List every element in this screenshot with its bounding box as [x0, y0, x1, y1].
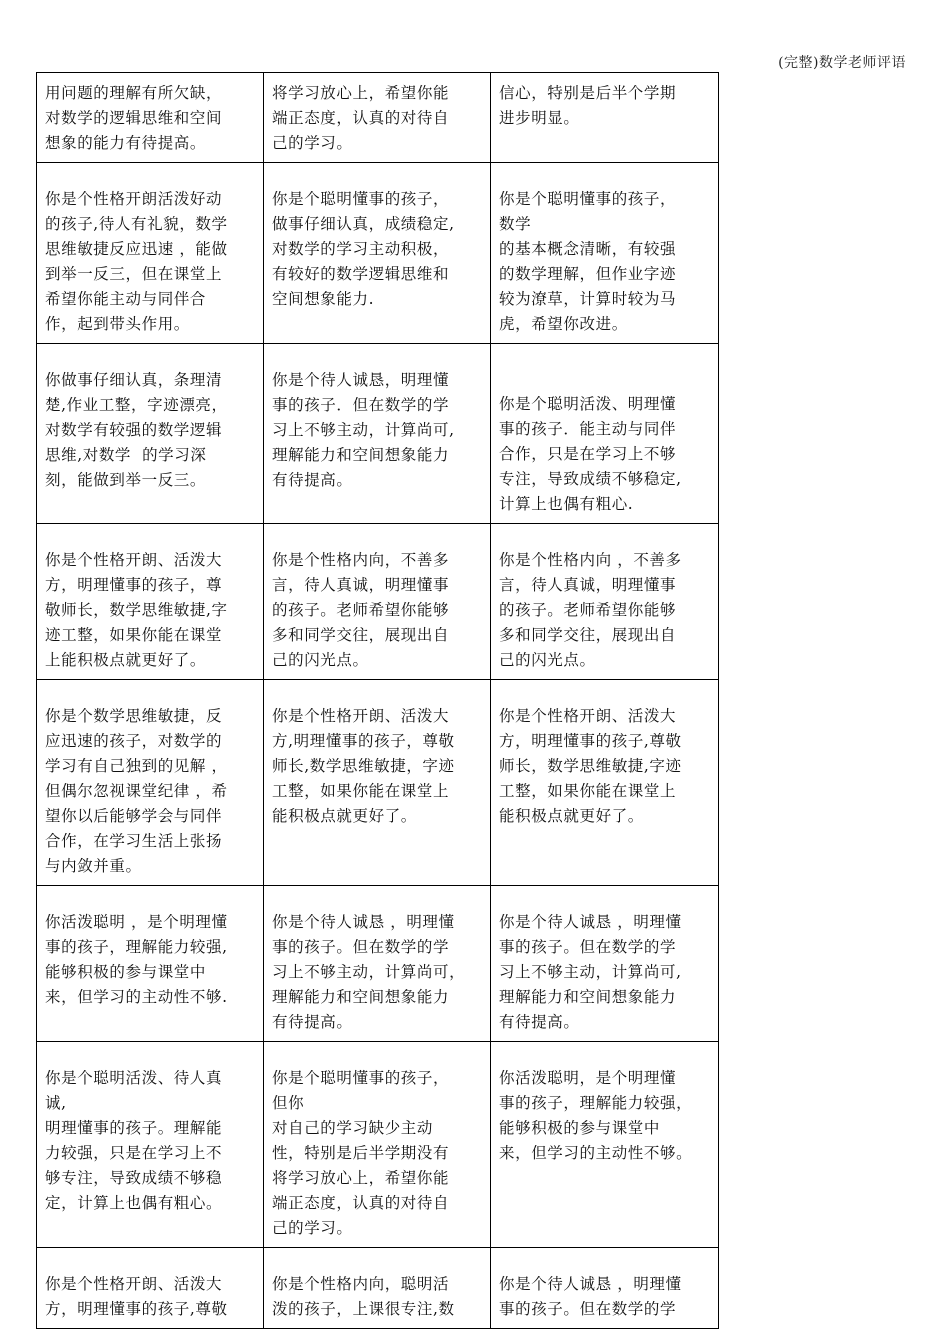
table-cell: [491, 344, 719, 524]
cell-text: 用问题的理解有所欠缺， 对数学的逻辑思维和空间 想象的能力有待提高。: [45, 84, 223, 152]
table-cell: [264, 73, 491, 163]
table-cell: [264, 886, 491, 1042]
table-cell: [37, 1042, 264, 1248]
table-cell: [491, 524, 719, 680]
table-cell: [491, 163, 719, 344]
table-row: [37, 73, 719, 163]
table-row: [37, 1042, 719, 1248]
table-cell: [37, 886, 264, 1042]
cell-text: 你是个性格开朗、活泼大 方,明理懂事的孩子，尊敬 师长,数学思维敏捷，字迹 工整，如果你能在课堂上 能积极点就更好了。: [272, 707, 455, 825]
table-cell: [37, 680, 264, 886]
table-cell: [264, 344, 491, 524]
cell-text: 你是个数学思维敏捷，反 应迅速的孩子，对数学的 学习有自己独到的见解 ， 但偶尔忽视课堂纪律 ，希 望你以后能够学会与同伴 合作，在学习生活上张扬 与内敛并重。: [45, 707, 228, 875]
cell-text: 你是个聪明活泼、明理懂 事的孩子．能主动与同伴 合作，只是在学习上不够 专注，导致成绩不够稳定, 计算上也偶有粗心.: [499, 395, 682, 513]
cell-text: 你是个性格开朗、活泼大 方，明理懂事的孩子，尊 敬师长，数学思维敏捷,字 迹工整，如果你能在课堂 上能积极点就更好了。: [45, 551, 228, 669]
teacher-remarks-table: [36, 72, 719, 1329]
cell-text: 你是个待人诚恳 ，明理懂 事的孩子。但在数学的学 习上不够主动，计算尚可， 理解能力和空间想象能力 有待提高。: [272, 913, 466, 1031]
table-row: [37, 886, 719, 1042]
table-cell: [37, 344, 264, 524]
table-row: [37, 680, 719, 886]
cell-text: 你是个待人诚恳 ，明理懂 事的孩子。但在数学的学 习上不够主动，计算尚可, 理解能力和空间想象能力 有待提高。: [499, 913, 682, 1031]
cell-text: 你是个聪明懂事的孩子， 但你 对自己的学习缺少主动 性，特别是后半学期没有 将学习放心上，希望你能 端正态度，认真的对待自 己的学习。: [272, 1069, 450, 1237]
table-row: [37, 344, 719, 524]
table-cell: [37, 163, 264, 344]
cell-text: 将学习放心上，希望你能 端正态度，认真的对待自 己的学习。: [272, 84, 450, 152]
cell-text: 你是个待人诚恳，明理懂 事的孩子．但在数学的学 习上不够主动，计算尚可, 理解能力和空间想象能力 有待提高。: [272, 371, 455, 489]
table-cell: [37, 1248, 264, 1329]
cell-text: 你是个性格内向，不善多 言，待人真诚，明理懂事 的孩子。老师希望你能够 多和同学交往，展现出自 己的闪光点。: [272, 551, 450, 669]
cell-text: 你是个聪明懂事的孩子， 做事仔细认真，成绩稳定, 对数学的学习主动积极， 有较好的数学逻辑思维和 空间想象能力.: [272, 190, 455, 308]
cell-text: 你是个性格内向，聪明活 泼的孩子，上课很专注,数: [272, 1275, 455, 1318]
table-cell: [37, 73, 264, 163]
table-cell: [491, 1042, 719, 1248]
table-cell: [491, 1248, 719, 1329]
table-cell: [491, 886, 719, 1042]
cell-text: 你是个性格开朗活泼好动 的孩子,待人有礼貌，数学 思维敏捷反应迅速 ，能做 到举一反三，但在课堂上 希望你能主动与同伴合 作，起到带头作用。: [45, 190, 228, 333]
cell-text: 你是个性格开朗、活泼大 方，明理懂事的孩子,尊敬: [45, 1275, 228, 1318]
table-cell: [264, 524, 491, 680]
table-cell: [264, 1042, 491, 1248]
cell-text: 你做事仔细认真，条理清 楚,作业工整，字迹漂亮， 对数学有较强的数学逻辑 思维,对数学 的学习深 刻，能做到举一反三。: [45, 371, 228, 489]
cell-text: 你是个待人诚恳 ，明理懂 事的孩子。但在数学的学: [499, 1275, 682, 1318]
table-cell: [37, 524, 264, 680]
table-cell: [264, 680, 491, 886]
cell-text: 你是个聪明懂事的孩子， 数学 的基本概念清晰，有较强 的数学理解，但作业字迹 较为潦草，计算时较为马 虎，希望你改进。: [499, 190, 677, 333]
table-row: [37, 163, 719, 344]
cell-text: 你活泼聪明 ，是个明理懂 事的孩子，理解能力较强, 能够积极的参与课堂中 来，但学习的主动性不够.: [45, 913, 228, 1006]
cell-text: 你活泼聪明，是个明理懂 事的孩子，理解能力较强， 能够积极的参与课堂中 来，但学习的主动性不够。: [499, 1069, 693, 1162]
table-cell: [491, 680, 719, 886]
cell-text: 你是个性格开朗、活泼大 方，明理懂事的孩子,尊敬 师长，数学思维敏捷,字迹 工整，如果你能在课堂上 能积极点就更好了。: [499, 707, 682, 825]
cell-text: 你是个性格内向 ，不善多 言，待人真诚，明理懂事 的孩子。老师希望你能够 多和同学交往，展现出自 己的闪光点。: [499, 551, 682, 669]
table-row: [37, 524, 719, 680]
cell-text: 你是个聪明活泼、待人真 诚, 明理懂事的孩子。理解能 力较强，只是在学习上不 够专注，导致成绩不够稳 定，计算上也偶有粗心。: [45, 1069, 223, 1212]
table-cell: [264, 1248, 491, 1329]
cell-text: 信心，特别是后半个学期 进步明显。: [499, 84, 677, 127]
page-header-title: (完整)数学老师评语: [778, 55, 906, 71]
table-row: [37, 1248, 719, 1329]
table-cell: [491, 73, 719, 163]
table-cell: [264, 163, 491, 344]
